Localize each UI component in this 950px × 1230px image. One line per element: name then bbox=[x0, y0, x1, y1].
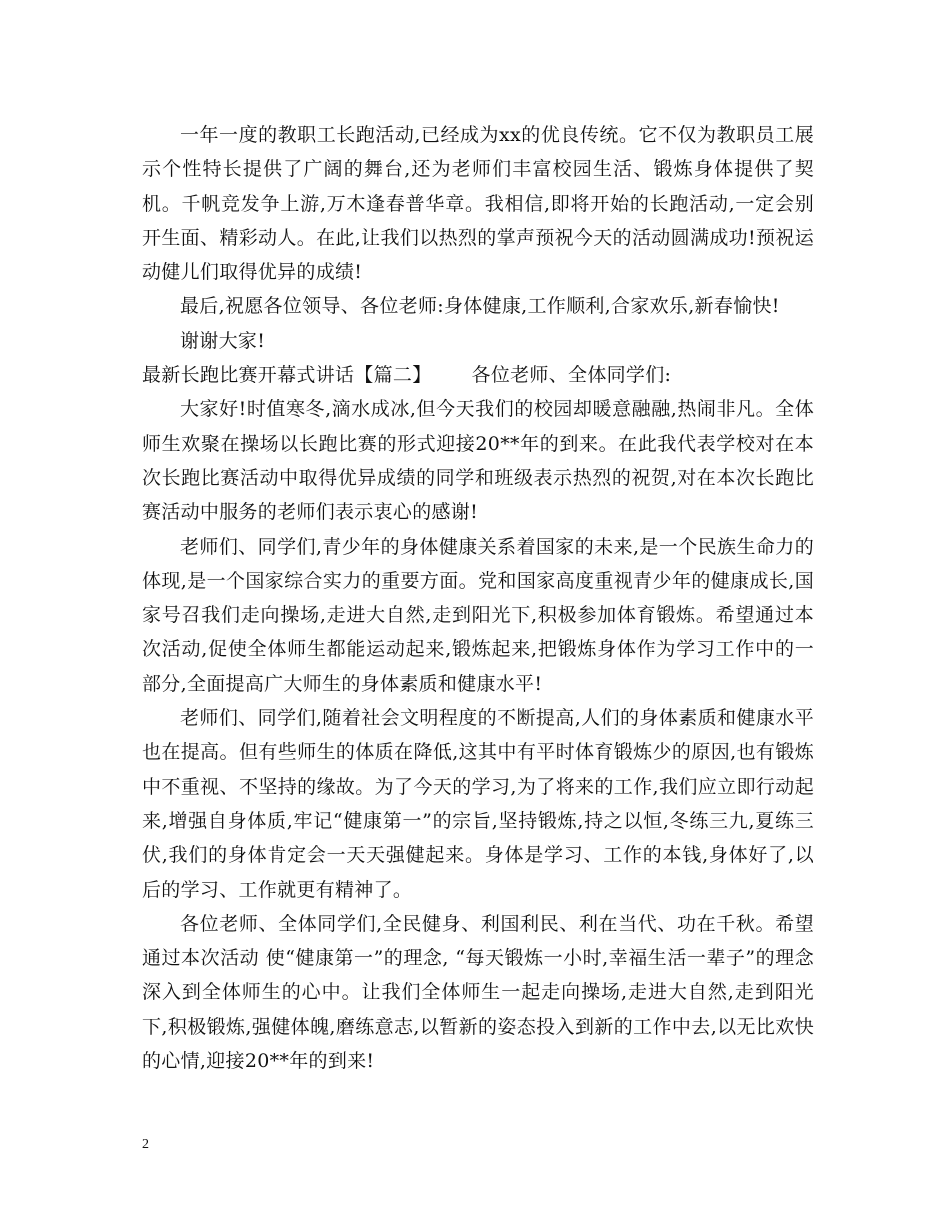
paragraph-wishes: 最后,祝愿各位领导、各位老师:身体健康,工作顺利,合家欢乐,新春愉快! bbox=[180, 295, 780, 318]
salutation: 各位老师、全体同学们: bbox=[471, 364, 672, 387]
paragraph-fitness: 老师们、同学们,随着社会文明程度的不断提高,人们的身体素质和健康水平也在提高。但有些师生的体质在降低,这其中有平时体育锻炼少的原因,也有锻炼中不重视、不坚持的缘故。为了今天的学习,为了将来的工作,我们应立即行动起来,增强自身体质,牢记“健康第一”的宗旨,坚持锻炼,持之以恒,冬练三九,夏练三伏,我们的身体肯定会一天天强健起来。身体是学习、工作的本钱,身体好了,以后的学习、工作就更有精神了。 bbox=[142, 707, 814, 901]
paragraph-youth-health: 老师们、同学们,青少年的身体健康关系着国家的未来,是一个民族生命力的体现,是一个国家综合实力的重要方面。党和国家高度重视青少年的健康成长,国家号召我们走向操场,走进大自然,走到阳光下,积极参加体育锻炼。希望通过本次活动,促使全体师生都能运动起来,锻炼起来,把锻炼身体作为学习工作中的一部分,全面提高广大师生的身体素质和健康水平! bbox=[142, 535, 814, 695]
section-heading-line bbox=[142, 358, 814, 392]
paragraph-intro: 一年一度的教职工长跑活动,已经成为xx的优良传统。它不仅为教职员工展示个性特长提供了广阔的舞台,还为老师们丰富校园生活、锻炼身体提供了契机。千帆竞发争上游,万木逢春普华章。我相信,即将开始的长跑活动,一定会别开生面、精彩动人。在此,让我们以热烈的掌声预祝今天的活动圆满成功!预祝运动健儿们取得优异的成绩! bbox=[142, 124, 814, 284]
paragraph-closing: 各位老师、全体同学们,全民健身、利国利民、利在当代、功在千秋。希望通过本次活动 使“健康第一”的理念, “每天锻炼一小时,幸福生活一辈子”的理念深入到全体师生的心中。让我们全体师生一起走向操场,走进大自然,走到阳光下,积极锻炼,强健体魄,磨练意志,以暂新的姿态投入到新的工作中去,以无比欢快的心情,迎接20**年的到来! bbox=[142, 912, 814, 1073]
section-heading: 最新长跑比赛开幕式讲话【篇二】 bbox=[142, 364, 432, 387]
document-body bbox=[142, 118, 814, 1078]
paragraph-thanks: 谢谢大家! bbox=[180, 329, 266, 352]
paragraph-greeting: 大家好!时值寒冬,滴水成冰,但今天我们的校园却暖意融融,热闹非凡。全体师生欢聚在操场以长跑比赛的形式迎接20**年的到来。在此我代表学校对在本次长跑比赛活动中取得优异成绩的同学和班级表示热烈的祝贺,对在本次长跑比赛活动中服务的老师们表示衷心的感谢! bbox=[142, 398, 814, 524]
page-number: 2 bbox=[142, 1137, 149, 1152]
